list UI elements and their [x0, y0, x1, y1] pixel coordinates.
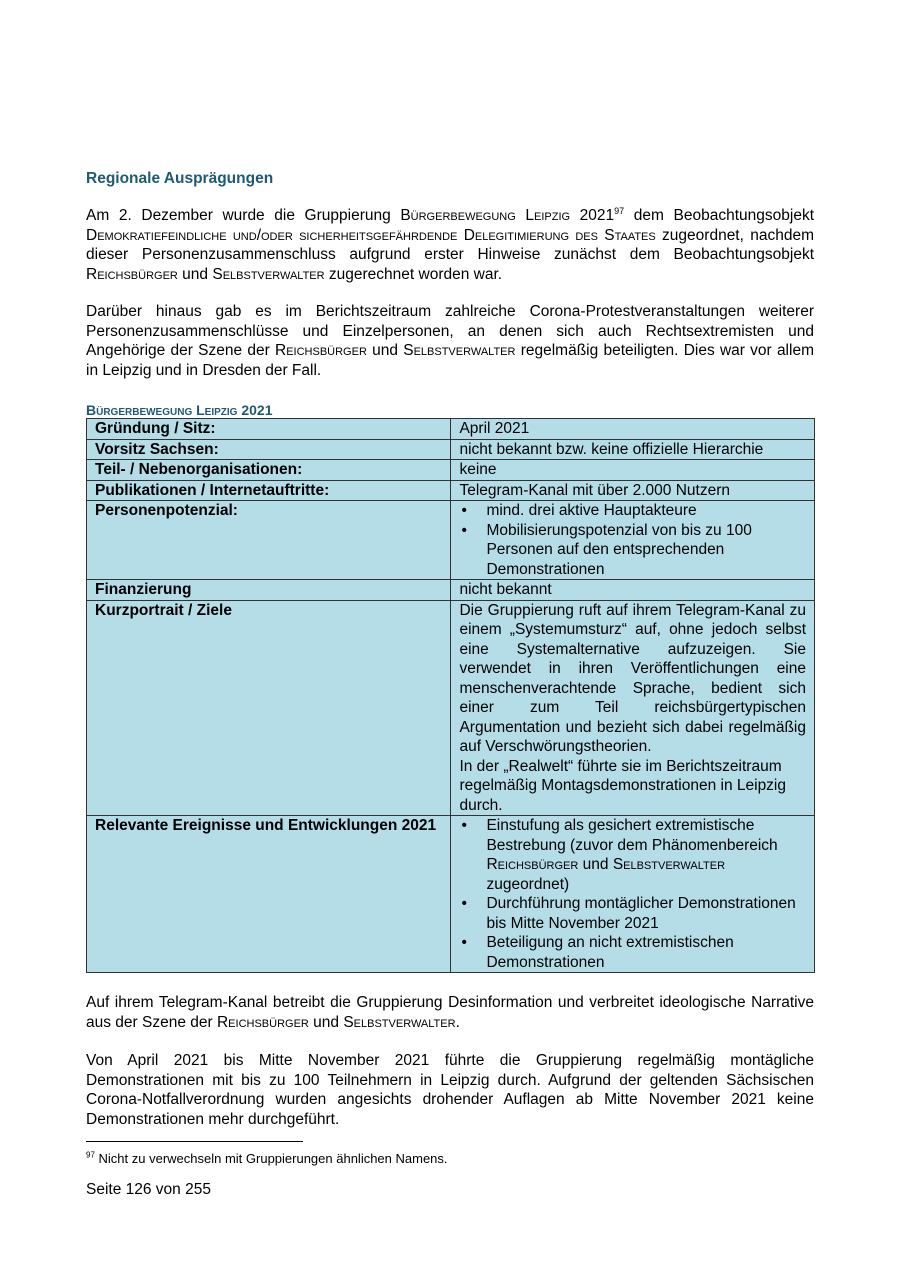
footnote-ref[interactable]: 97: [614, 205, 625, 216]
portrait-text-1: Die Gruppierung ruft auf ihrem Telegram-Kanal zu einem „Systemumsturz“ auf, ohne jedoch selbst eine Systemalternative aufzuzeigen. Sie verwendet in ihren Veröffentlichungen eine menschenverachtende Sprache, bedient sich einer zum Teil reichsbürgertypischen Argumentation und bezieht sich dabei regelmäßig auf Verschwörungstheorien.: [459, 601, 806, 755]
row-label: Kurzportrait / Ziele: [87, 600, 451, 816]
row-label: Vorsitz Sachsen:: [87, 439, 451, 460]
table-row: [87, 580, 815, 601]
table-row: [87, 419, 815, 440]
table-row: [87, 600, 815, 816]
paragraph-4: Von April 2021 bis Mitte November 2021 führte die Gruppierung regelmäßig montägliche Demonstrationen mit bis zu 100 Teilnehmern in Leipzig durch. Aufgrund der geltenden Sächsischen Corona-Notfallverordnung wurden angesichts drohender Auflagen ab Mitte November 2021 keine Demonstrationen mehr durchgeführt.: [86, 1052, 814, 1128]
paragraph-2: Darüber hinaus gab es im Berichtszeitraum zahlreiche Corona-Protestveranstaltungen weiterer Personenzusammenschlüsse und Einzelpersonen, an denen sich auch Rechtsextremisten und Angehörige der Szene der Reichsbürger und Selbstverwalter regelmäßig beteiligten. Dies war vor allem in Leipzig und in Dresden der Fall.: [86, 303, 814, 379]
row-label: Personenpotenzial:: [87, 501, 451, 580]
row-label: Teil- / Nebenorganisationen:: [87, 460, 451, 481]
section-heading: Regionale Ausprägungen: [86, 170, 274, 187]
row-value: nicht bekannt: [451, 580, 815, 601]
row-label: Finanzierung: [87, 580, 451, 601]
bullet-list: [459, 816, 806, 972]
table-row: [87, 480, 815, 501]
table-row: [87, 816, 815, 973]
row-label: Publikationen / Internetauftritte:: [87, 480, 451, 501]
footnote-divider: [86, 1141, 303, 1142]
portrait-text-2: In der „Realwelt“ führte sie im Berichtszeitraum regelmäßig Montagsdemonstrationen in Leipzig durch.: [459, 757, 786, 814]
row-value: Telegram-Kanal mit über 2.000 Nutzern: [451, 480, 815, 501]
list-item: • Durchführung montäglicher Demonstrationen bis Mitte November 2021: [459, 894, 806, 933]
list-item: • Mobilisierungspotenzial von bis zu 100 Personen auf den entsprechenden Demonstrationen: [459, 521, 806, 580]
paragraph-3: Auf ihrem Telegram-Kanal betreibt die Gruppierung Desinformation und verbreitet ideologische Narrative aus der Szene der Reichsbürger und Selbstverwalter.: [86, 994, 814, 1031]
list-item: • Beteiligung an nicht extremistischen Demonstrationen: [459, 933, 806, 972]
table-row: [87, 460, 815, 481]
table-caption: Bürgerbewegung Leipzig 2021: [86, 402, 273, 418]
row-label: Relevante Ereignisse und Entwicklungen 2021: [87, 816, 451, 973]
list-item: • mind. drei aktive Hauptakteure: [459, 501, 806, 521]
row-value: [451, 600, 815, 816]
row-value: [451, 816, 815, 973]
paragraph-1: Am 2. Dezember wurde die Gruppierung Bürgerbewegung Leipzig 2021$^{97}$ dem Beobachtungsobjekt Demokratiefeindliche und/oder sicherheitsgefährdende Delegitimierung des Staates zugeordnet, nachdem dieser Personenzusammenschluss aufgrund erster Hinweise zunächst dem Beobachtungsobjekt Reichsbürger und Selbstverwalter zugerechnet worden war.: [86, 205, 815, 283]
list-item: • Einstufung als gesichert extremistische Bestrebung (zuvor dem Phänomenbereich Reichsbürger und Selbstverwalter zugeordnet): [459, 816, 806, 894]
row-value: [451, 501, 815, 580]
row-value: April 2021: [451, 419, 815, 440]
bullet-list: [459, 501, 806, 579]
footnote: $^{97}$ Nicht zu verwechseln mit Gruppierungen ähnlichen Namens.: [86, 1150, 448, 1166]
row-label: Gründung / Sitz:: [87, 419, 451, 440]
table-row: [87, 501, 815, 580]
table-row: [87, 439, 815, 460]
document-page: [86, 170, 814, 1167]
row-value: nicht bekannt bzw. keine offizielle Hierarchie: [451, 439, 815, 460]
profile-table: [86, 418, 815, 973]
page-number: Seite 126 von 255: [86, 1181, 211, 1198]
row-value: keine: [451, 460, 815, 481]
